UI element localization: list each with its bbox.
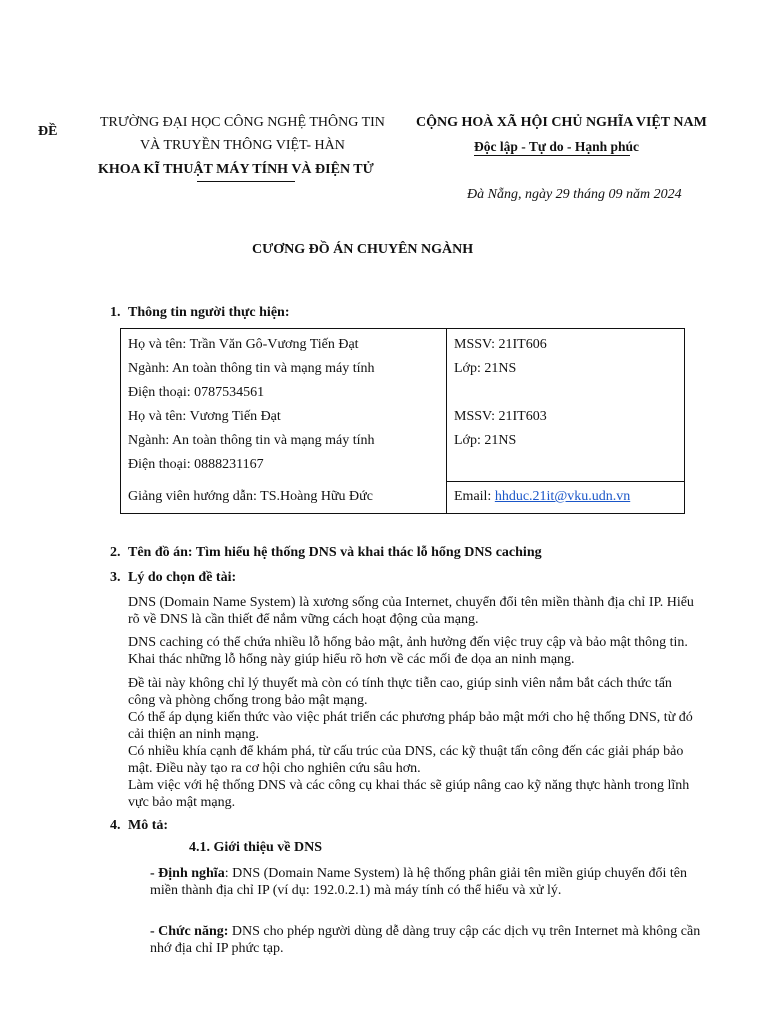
section-4-heading [110, 818, 168, 834]
section-title: Thông tin người thực hiện: [128, 305, 290, 320]
table-divider-vertical [446, 329, 447, 513]
reason-paragraph-6: Làm việc với hệ thống DNS và các công cụ khai thác sẽ giúp nâng cao kỹ năng thực hành trong lĩnh vực bảo mật mạng. [128, 778, 690, 810]
reason-paragraph-2: DNS caching có thể chứa nhiều lỗ hổng bảo mật, ảnh hưởng đến việc truy cập và bảo mật thông tin. Khai thác những lỗ hổng này giúp hiểu rõ hơn về các mối đe dọa an ninh mạng. [128, 635, 688, 667]
reason-paragraph-5: Có nhiều khía cạnh để khám phá, từ cấu trúc của DNS, các kỹ thuật tấn công đến các giải pháp bảo mật. Điều này tạo ra cơ hội cho nghiên cứu sâu hơn. [128, 744, 684, 776]
reason-paragraph-1: DNS (Domain Name System) là xương sống của Internet, chuyển đổi tên miền thành địa chỉ IP. Hiểu rõ về DNS là cần thiết để nắm vững cách hoạt động của mạng. [128, 595, 694, 627]
student-2-major: Ngành: An toàn thông tin và mạng máy tính [128, 433, 375, 448]
nation-motto: Độc lập - Tự do - Hạnh phúc [474, 139, 640, 154]
definition-text: : DNS (Domain Name System) là hệ thống phân giải tên miền giúp chuyển đổi tên miền thành địa chỉ IP (ví dụ: 192.0.2.1) mà máy tính có thể hiểu và xử lý. [150, 866, 688, 898]
section-3-heading [110, 570, 236, 586]
student-1-mssv: MSSV: 21IT606 [454, 337, 547, 352]
section-number: 3. [110, 570, 121, 585]
section-1-heading [110, 305, 289, 321]
faculty-name: KHOA KĨ THUẬT MÁY TÍNH VÀ ĐIỆN TỬ [98, 162, 374, 177]
student-2-class: Lớp: 21NS [454, 433, 517, 448]
email-link[interactable]: hhduc.21it@vku.udn.vn [494, 489, 631, 504]
email-label: Email: [454, 489, 495, 504]
function-label: - Chức năng: [150, 924, 229, 939]
definition-paragraph [150, 865, 710, 899]
table-divider-horizontal [446, 481, 685, 482]
reason-paragraph-4: Có thể áp dụng kiến thức vào việc phát triển các phương pháp bảo mật mới cho hệ thống DNS, từ đó cải thiện an ninh mạng. [128, 710, 693, 742]
function-text: DNS cho phép người dùng dễ dàng truy cập các dịch vụ trên Internet mà không cần nhớ địa chỉ IP phức tạp. [150, 924, 701, 956]
section-number: 2. [110, 545, 121, 560]
subsection-4-1-heading: 4.1. Giới thiệu về DNS [189, 840, 322, 855]
student-1-class: Lớp: 21NS [454, 361, 517, 376]
motto-underline [474, 155, 630, 156]
student-2-name: Họ và tên: Vương Tiến Đạt [128, 409, 281, 424]
definition-label: - Định nghĩa [150, 866, 225, 881]
section-title: Lý do chọn đề tài: [128, 570, 237, 585]
function-paragraph [150, 923, 710, 957]
section-title: Mô tả: [128, 818, 169, 833]
student-1-phone: Điện thoại: 0787534561 [128, 385, 265, 400]
advisor: Giảng viên hướng dẫn: TS.Hoàng Hữu Đức [128, 489, 373, 504]
school-name-line1: TRƯỜNG ĐẠI HỌC CÔNG NGHỆ THÔNG TIN [100, 115, 385, 130]
section-number: 1. [110, 305, 121, 320]
section-title: Tên đồ án: Tìm hiểu hệ thống DNS và khai thác lỗ hổng DNS caching [128, 545, 542, 560]
section-2-heading [110, 545, 542, 561]
student-2-mssv: MSSV: 21IT603 [454, 409, 547, 424]
de-mark: ĐỀ [38, 124, 58, 139]
faculty-underline [197, 181, 295, 182]
reason-paragraph-3: Đề tài này không chỉ lý thuyết mà còn có tính thực tiễn cao, giúp sinh viên nắm bắt cách thức tấn công và phòng chống trong bảo mật mạng. [128, 676, 672, 708]
student-info-table [120, 328, 685, 514]
email-cell [454, 489, 630, 505]
date-line: Đà Nẵng, ngày 29 tháng 09 năm 2024 [467, 187, 682, 202]
nation-title: CỘNG HOÀ XÃ HỘI CHỦ NGHĨA VIỆT NAM [416, 115, 707, 130]
section-number: 4. [110, 818, 121, 833]
student-1-name: Họ và tên: Trần Văn Gô-Vương Tiến Đạt [128, 337, 359, 352]
school-name-line2: VÀ TRUYỀN THÔNG VIỆT- HÀN [140, 138, 345, 153]
student-1-major: Ngành: An toàn thông tin và mạng máy tính [128, 361, 375, 376]
document-title: CƯƠNG ĐỒ ÁN CHUYÊN NGÀNH [252, 242, 474, 257]
student-2-phone: Điện thoại: 0888231167 [128, 457, 264, 472]
